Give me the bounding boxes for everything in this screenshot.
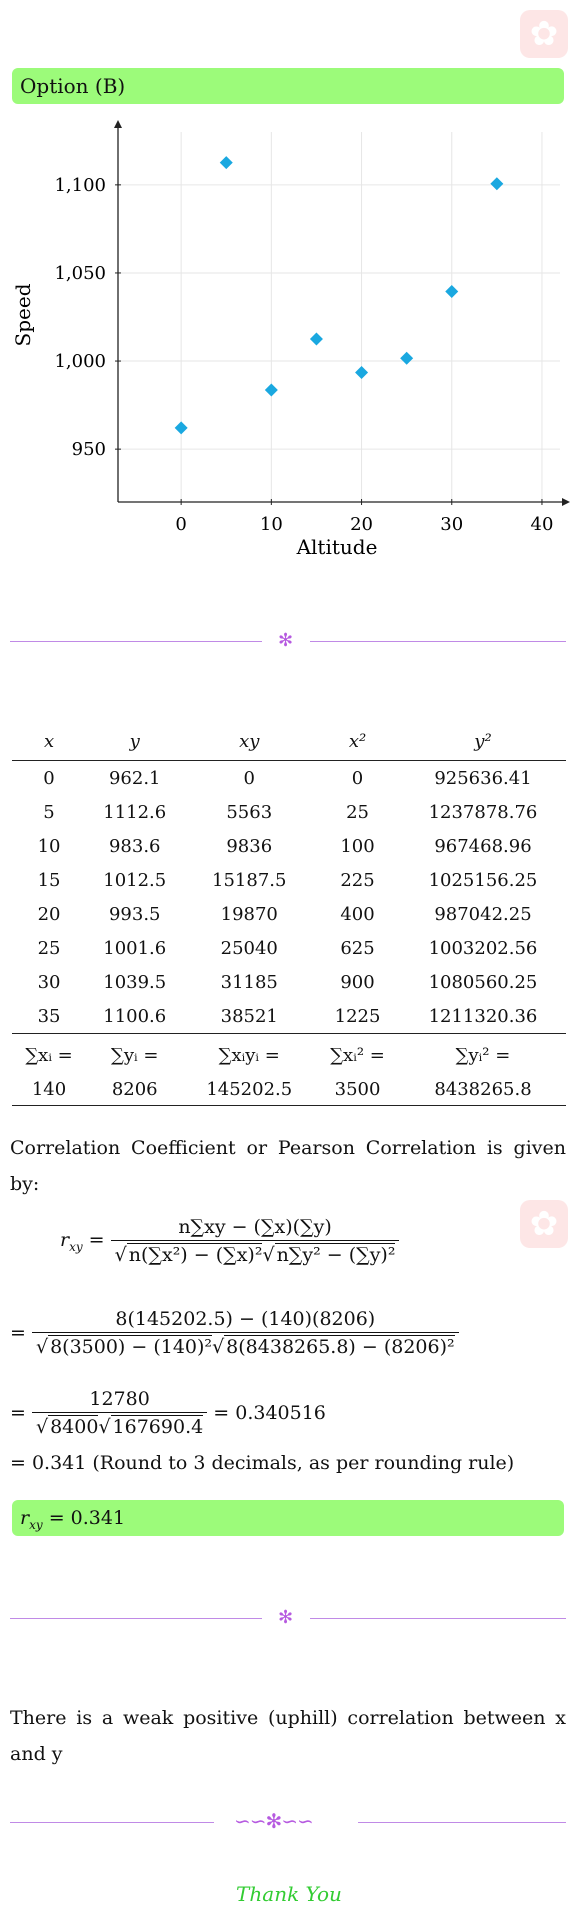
x-axis-arrow [562, 498, 570, 506]
table-row [12, 999, 566, 1034]
x-axis-label: Altitude [296, 535, 378, 559]
pearson-formula: $r_{xy}$ = $\frac{n\sum xy - (\sum x)(\sum y)}{\text{√ n(∑x²) − (∑x)²√ n∑y² − (∑y)²}}$ [60, 1216, 399, 1266]
step-one-fraction [32, 1308, 459, 1358]
divider-line-left [10, 1822, 214, 1823]
table-cell: 19870 [220, 903, 278, 925]
sum-value: 145202.5 [183, 1073, 315, 1106]
scatter-chart [0, 120, 578, 580]
formula-fraction [111, 1216, 400, 1266]
table-cell: 1012.5 [103, 869, 167, 891]
table-cell: 35 [12, 999, 86, 1034]
table-cell: 31185 [220, 971, 278, 993]
ornament-icon: ✻ [278, 630, 294, 651]
table-cell: 0 [43, 767, 55, 789]
sum-label: ∑xᵢyᵢ = [218, 1044, 280, 1066]
divider-line-left [10, 641, 262, 642]
final-answer [12, 1500, 564, 1536]
table-cell: 1237878.76 [428, 801, 538, 823]
conclusion: There is a weak positive (uphill) correlation between x and y [10, 1707, 566, 1765]
data-point [265, 383, 278, 396]
sum-label: ∑yᵢ = [111, 1044, 159, 1066]
table-cell: 30 [37, 971, 61, 993]
sum-value: 140 [12, 1073, 86, 1106]
table-cell: 400 [340, 903, 375, 925]
sum-label: ∑xᵢ² = [330, 1044, 385, 1066]
table-cell: 9836 [226, 835, 273, 857]
divider-line-right [310, 1618, 566, 1619]
table-cell: 10 [37, 835, 61, 857]
table-cell: 0 [351, 767, 364, 789]
table-cell: 15187.5 [212, 869, 287, 891]
ornament-icon: ✻ [278, 1607, 294, 1628]
table-cell: 967468.96 [434, 835, 532, 857]
flourish-ornament-icon: ∽∽✻∽∽ [234, 1809, 313, 1833]
table-header: y² [400, 722, 566, 761]
step-two-result: = 0.340516 [213, 1402, 326, 1424]
table-cell: 987042.25 [434, 903, 532, 925]
y-tick-label: 950 [71, 439, 106, 461]
table-cell: 625 [340, 937, 375, 959]
table-row [12, 897, 566, 931]
table-cell: 0 [243, 767, 255, 789]
table-cell: 1039.5 [103, 971, 167, 993]
table-row [12, 761, 566, 796]
step-two-den-right: 167690.4 [112, 1416, 204, 1438]
step-one: = $\frac{8(145202.5) - (140)(8206)}{\text{√ 8(3500) − (140)²√ 8(8438265.8) − (8206)²}}$ [10, 1308, 459, 1358]
table-header: x [12, 722, 86, 761]
divider-line-right [358, 1822, 566, 1823]
table-cell: 1001.6 [103, 937, 167, 959]
table-cell: 1112.6 [103, 801, 167, 823]
table-cell: 1225 [315, 999, 400, 1034]
data-point [355, 366, 368, 379]
data-point [400, 352, 413, 365]
sum-value: 3500 [315, 1073, 400, 1106]
table-cell: 20 [37, 903, 61, 925]
table-row [12, 795, 566, 829]
table-row [12, 965, 566, 999]
x-tick-label: 20 [350, 514, 374, 535]
step-one-numerator: 8(145202.5) − (140)(8206) [32, 1308, 459, 1333]
table-cell: 1080560.25 [428, 971, 538, 993]
formula-den-right: n∑y² − (∑y)² [276, 1244, 396, 1266]
watermark-star-icon: ✿ [520, 1200, 568, 1248]
formula-numerator: n∑xy − (∑x)(∑y) [111, 1216, 400, 1241]
y-tick-label: 1,050 [54, 262, 106, 284]
watermark-star-icon: ✿ [520, 10, 568, 58]
data-point [445, 285, 458, 298]
data-point [490, 177, 503, 190]
x-tick-label: 0 [175, 514, 187, 535]
chart-grid [118, 132, 560, 502]
sum-label: ∑xᵢ = [25, 1044, 73, 1066]
table-cell: 15 [37, 869, 61, 891]
final-value: = 0.341 [48, 1507, 126, 1529]
x-tick-label: 30 [440, 514, 464, 535]
formula-denominator: √ n(∑x²) − (∑x)²√ n∑y² − (∑y)² [114, 1244, 396, 1266]
final-lhs: r [20, 1507, 30, 1529]
correlation-intro: Correlation Coefficient or Pearson Correlation is given by: [10, 1137, 566, 1195]
data-point [175, 421, 188, 434]
table-cell: 1100.6 [86, 999, 183, 1034]
table-cell: 38521 [183, 999, 315, 1034]
chart-ticks [54, 175, 553, 535]
chart-points [175, 156, 504, 434]
table-cell: 5563 [226, 801, 273, 823]
final-lhs-sub: xy [29, 1517, 43, 1532]
table-cell: 1003202.56 [428, 937, 538, 959]
table-cell: 100 [340, 835, 375, 857]
data-table [12, 722, 566, 1106]
table-row [12, 931, 566, 965]
table-cell: 5 [43, 801, 55, 823]
sum-value: 8206 [86, 1073, 183, 1106]
table-header: xy [183, 722, 315, 761]
data-point [220, 156, 233, 169]
step-two-fraction [32, 1388, 207, 1438]
table-sum-label-row [12, 1034, 566, 1074]
y-axis-arrow [114, 120, 122, 128]
formula-lhs-sub: xy [69, 1239, 83, 1254]
table-cell: 962.1 [108, 767, 161, 789]
step-two: = $\frac{12780}{√ 8400√ 167690.4}$ = 0.340516 [10, 1388, 326, 1438]
table-cell: 1025156.25 [428, 869, 538, 891]
y-tick-label: 1,100 [54, 174, 106, 196]
rounded-result: = 0.341 (Round to 3 decimals, as per rounding rule) [10, 1452, 515, 1474]
y-tick-label: 1,000 [54, 351, 106, 373]
table-cell: 900 [340, 971, 375, 993]
table-cell: 1211320.36 [400, 999, 566, 1034]
divider-line-right [310, 641, 566, 642]
table-cell: 25 [37, 937, 61, 959]
table-header: x² [315, 722, 400, 761]
table-row [12, 863, 566, 897]
table-sum-row [12, 1073, 566, 1106]
step-two-den-left: 8400 [50, 1416, 99, 1438]
table-cell: 993.5 [108, 903, 161, 925]
table-cell: 225 [340, 869, 375, 891]
option-label-text: Option (B) [20, 74, 126, 98]
table-header: y [86, 722, 183, 761]
data-point [310, 333, 323, 346]
step-one-denominator: √ 8(3500) − (140)²√ 8(8438265.8) − (8206)² [35, 1336, 455, 1358]
step-two-numerator: 12780 [32, 1388, 207, 1413]
divider-line-left [10, 1618, 262, 1619]
chart-axes [114, 120, 570, 506]
step-one-den-left: 8(3500) − (140)² [50, 1336, 213, 1358]
x-tick-label: 10 [259, 514, 283, 535]
sum-label: ∑yᵢ² = [455, 1044, 511, 1066]
step-two-denominator: √ 8400√ 167690.4 [35, 1416, 204, 1438]
table-row [12, 829, 566, 863]
formula-den-left: n(∑x²) − (∑x)² [128, 1244, 263, 1266]
table-cell: 25 [346, 801, 369, 823]
sum-value: 8438265.8 [400, 1073, 566, 1106]
step-one-den-right: 8(8438265.8) − (8206)² [226, 1336, 455, 1358]
thank-you-text: Thank You [236, 1882, 342, 1906]
y-axis-label: Speed [11, 283, 35, 347]
x-tick-label: 40 [530, 514, 554, 535]
table-cell: 983.6 [108, 835, 161, 857]
formula-lhs: r [60, 1228, 70, 1251]
table-header-row [12, 722, 566, 761]
table-cell: 25040 [220, 937, 278, 959]
option-label [12, 68, 564, 104]
table-cell: 925636.41 [434, 767, 532, 789]
